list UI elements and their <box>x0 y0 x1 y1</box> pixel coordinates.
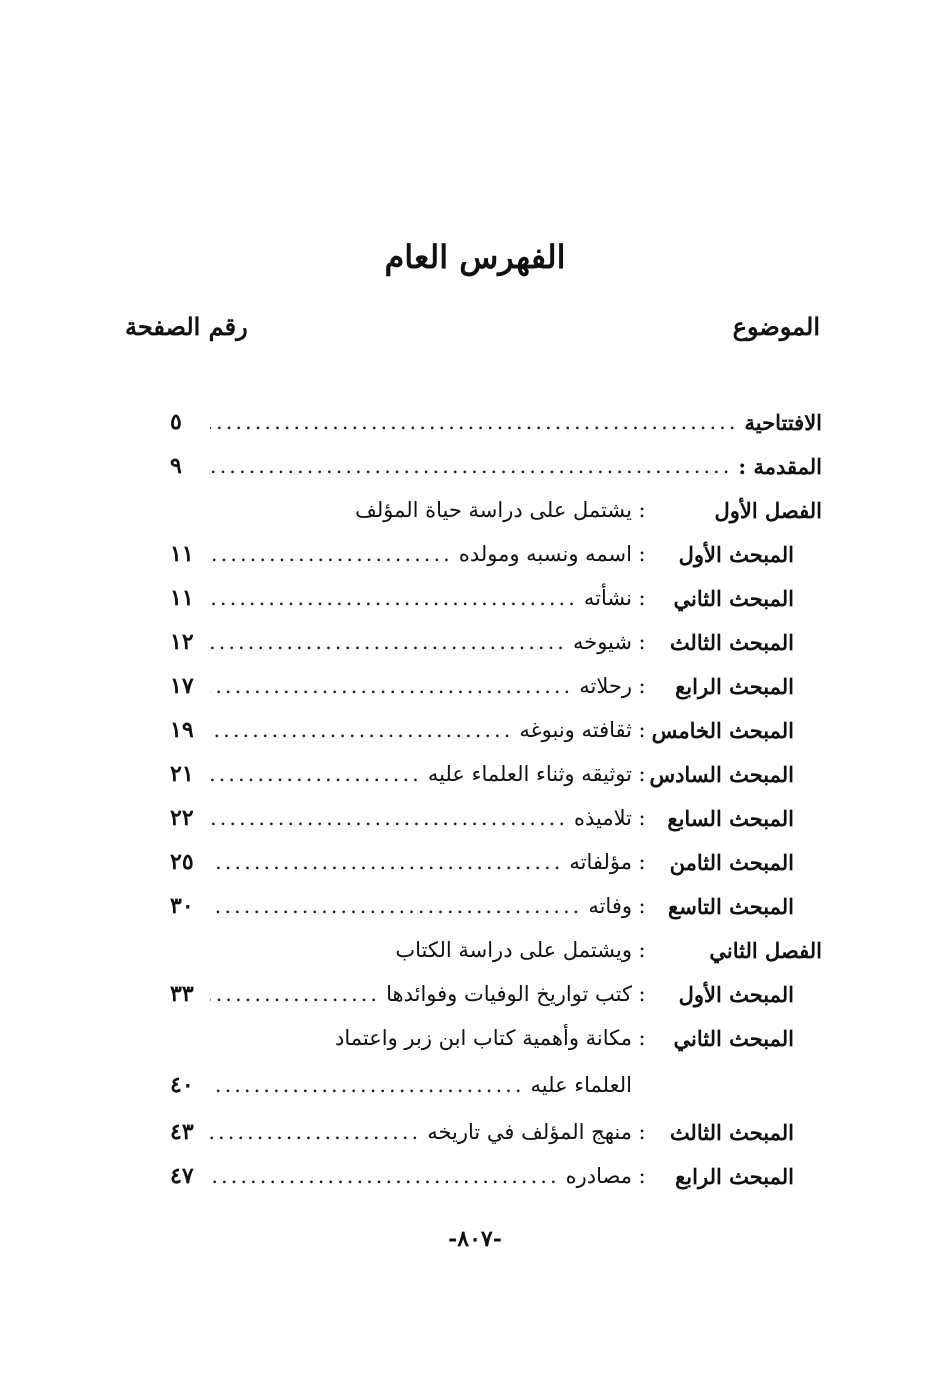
dot-leader <box>210 629 567 655</box>
toc-entry <box>170 752 822 796</box>
entry-title: منهج المؤلف في تاريخه <box>427 1120 632 1144</box>
entry-title: توثيقه وثناء العلماء عليه <box>427 762 632 786</box>
entry-title: تلاميذه <box>574 806 632 830</box>
dot-leader <box>210 673 573 699</box>
entry-label: المبحث السادس <box>649 761 794 787</box>
dot-leader <box>210 805 568 831</box>
page-number: ٤٧ <box>170 1163 194 1189</box>
page-number: ٤٣ <box>170 1119 194 1145</box>
chapter-title: يشتمل على دراسة حياة المؤلف <box>355 498 632 522</box>
toc-chapter-one <box>170 488 822 532</box>
separator-colon: : <box>638 586 646 610</box>
entry-title: مؤلفاته <box>569 850 632 874</box>
toc-entry <box>170 972 822 1016</box>
page-number: ٣٣ <box>170 981 194 1007</box>
page-number: ٣٠ <box>170 893 194 919</box>
topic-column-header: الموضوع <box>732 312 820 341</box>
entry-label: المبحث التاسع <box>668 893 794 919</box>
dot-leader <box>210 893 582 919</box>
separator-colon: : <box>638 894 646 918</box>
toc-entry <box>170 1154 822 1198</box>
toc-entry <box>170 840 822 884</box>
dot-leader <box>210 409 739 435</box>
dot-leader <box>210 585 578 611</box>
separator-colon: : <box>638 1164 646 1188</box>
toc-chapter-two <box>170 928 822 972</box>
entry-title: ثقافته ونبوغه <box>519 718 632 742</box>
separator-colon: : <box>638 1026 646 1050</box>
toc-entry-opening <box>170 400 822 444</box>
separator-colon: : <box>638 1120 646 1144</box>
page-footer-number: -٨٠٧- <box>448 1226 502 1252</box>
page-number: ١٧ <box>170 673 194 699</box>
page-number: ١٢ <box>170 629 194 655</box>
toc-entry <box>170 576 822 620</box>
dot-leader <box>210 541 453 567</box>
entry-label: المبحث الثالث <box>669 629 794 655</box>
separator-colon: : <box>638 630 646 654</box>
dot-leader <box>210 981 380 1007</box>
chapter-label: الفصل الأول <box>714 497 822 523</box>
separator-colon: : <box>638 718 646 742</box>
toc-entry <box>170 620 822 664</box>
dot-leader <box>210 453 732 479</box>
entry-label: المبحث الخامس <box>651 717 794 743</box>
toc-entry <box>170 796 822 840</box>
entry-title: العلماء عليه <box>530 1073 632 1097</box>
dot-leader <box>210 761 422 787</box>
dot-leader <box>210 1119 421 1145</box>
entry-title: نشأته <box>583 586 632 610</box>
entry-label: المبحث الثالث <box>669 1119 794 1145</box>
toc-entry-continuation <box>170 1060 822 1110</box>
entry-title: مكانة وأهمية كتاب ابن زبر واعتماد <box>335 1026 632 1050</box>
table-of-contents <box>170 400 822 1198</box>
toc-entry <box>170 1016 822 1060</box>
entry-label: المبحث الرابع <box>675 673 794 699</box>
page-number: ٤٠ <box>170 1072 194 1098</box>
separator-colon: : <box>638 762 646 786</box>
separator-colon: : <box>638 938 646 962</box>
entry-title: وفاته <box>588 894 632 918</box>
separator-colon: : <box>638 850 646 874</box>
toc-entry <box>170 708 822 752</box>
dot-leader <box>210 1072 525 1098</box>
entry-title: رحلاته <box>579 674 632 698</box>
entry-label: المبحث الثاني <box>673 1025 794 1051</box>
entry-label: المبحث الثاني <box>673 585 794 611</box>
page-number: ٥ <box>170 409 182 435</box>
separator-colon: : <box>638 982 646 1006</box>
page-number: ٩ <box>170 453 182 479</box>
toc-entry <box>170 884 822 928</box>
entry-title: مصادره <box>565 1164 632 1188</box>
toc-entry <box>170 1110 822 1154</box>
dot-leader <box>210 1163 560 1189</box>
chapter-label: الفصل الثاني <box>709 937 822 963</box>
entry-label: المبحث الثامن <box>669 849 794 875</box>
page-number: ١١ <box>170 541 194 567</box>
dot-leader <box>210 849 563 875</box>
page-number: ١٩ <box>170 717 194 743</box>
page-number: ٢١ <box>170 761 194 787</box>
entry-label: المبحث الرابع <box>675 1163 794 1189</box>
separator-colon: : <box>638 674 646 698</box>
page-number: ٢٢ <box>170 805 194 831</box>
toc-entry <box>170 532 822 576</box>
entry-title: شيوخه <box>572 630 632 654</box>
page-number-column-header: رقم الصفحة <box>125 312 248 341</box>
entry-title: اسمه ونسبه ومولده <box>458 542 632 566</box>
toc-entry <box>170 664 822 708</box>
entry-label: المبحث الأول <box>678 541 794 567</box>
entry-label: الافتتاحية <box>744 409 822 435</box>
page-title: الفهرس العام <box>384 238 566 276</box>
entry-title: كتب تواريخ الوفيات وفوائدها <box>386 982 632 1006</box>
separator-colon: : <box>638 542 646 566</box>
dot-leader <box>210 717 513 743</box>
entry-label: المبحث السابع <box>667 805 794 831</box>
toc-entry-introduction <box>170 444 822 488</box>
entry-label: المبحث الأول <box>678 981 794 1007</box>
chapter-title: ويشتمل على دراسة الكتاب <box>395 938 632 962</box>
page-number: ٢٥ <box>170 849 194 875</box>
separator-colon: : <box>638 806 646 830</box>
entry-label: المقدمة : <box>738 453 822 479</box>
separator-colon: : <box>638 498 646 522</box>
page-number: ١١ <box>170 585 194 611</box>
